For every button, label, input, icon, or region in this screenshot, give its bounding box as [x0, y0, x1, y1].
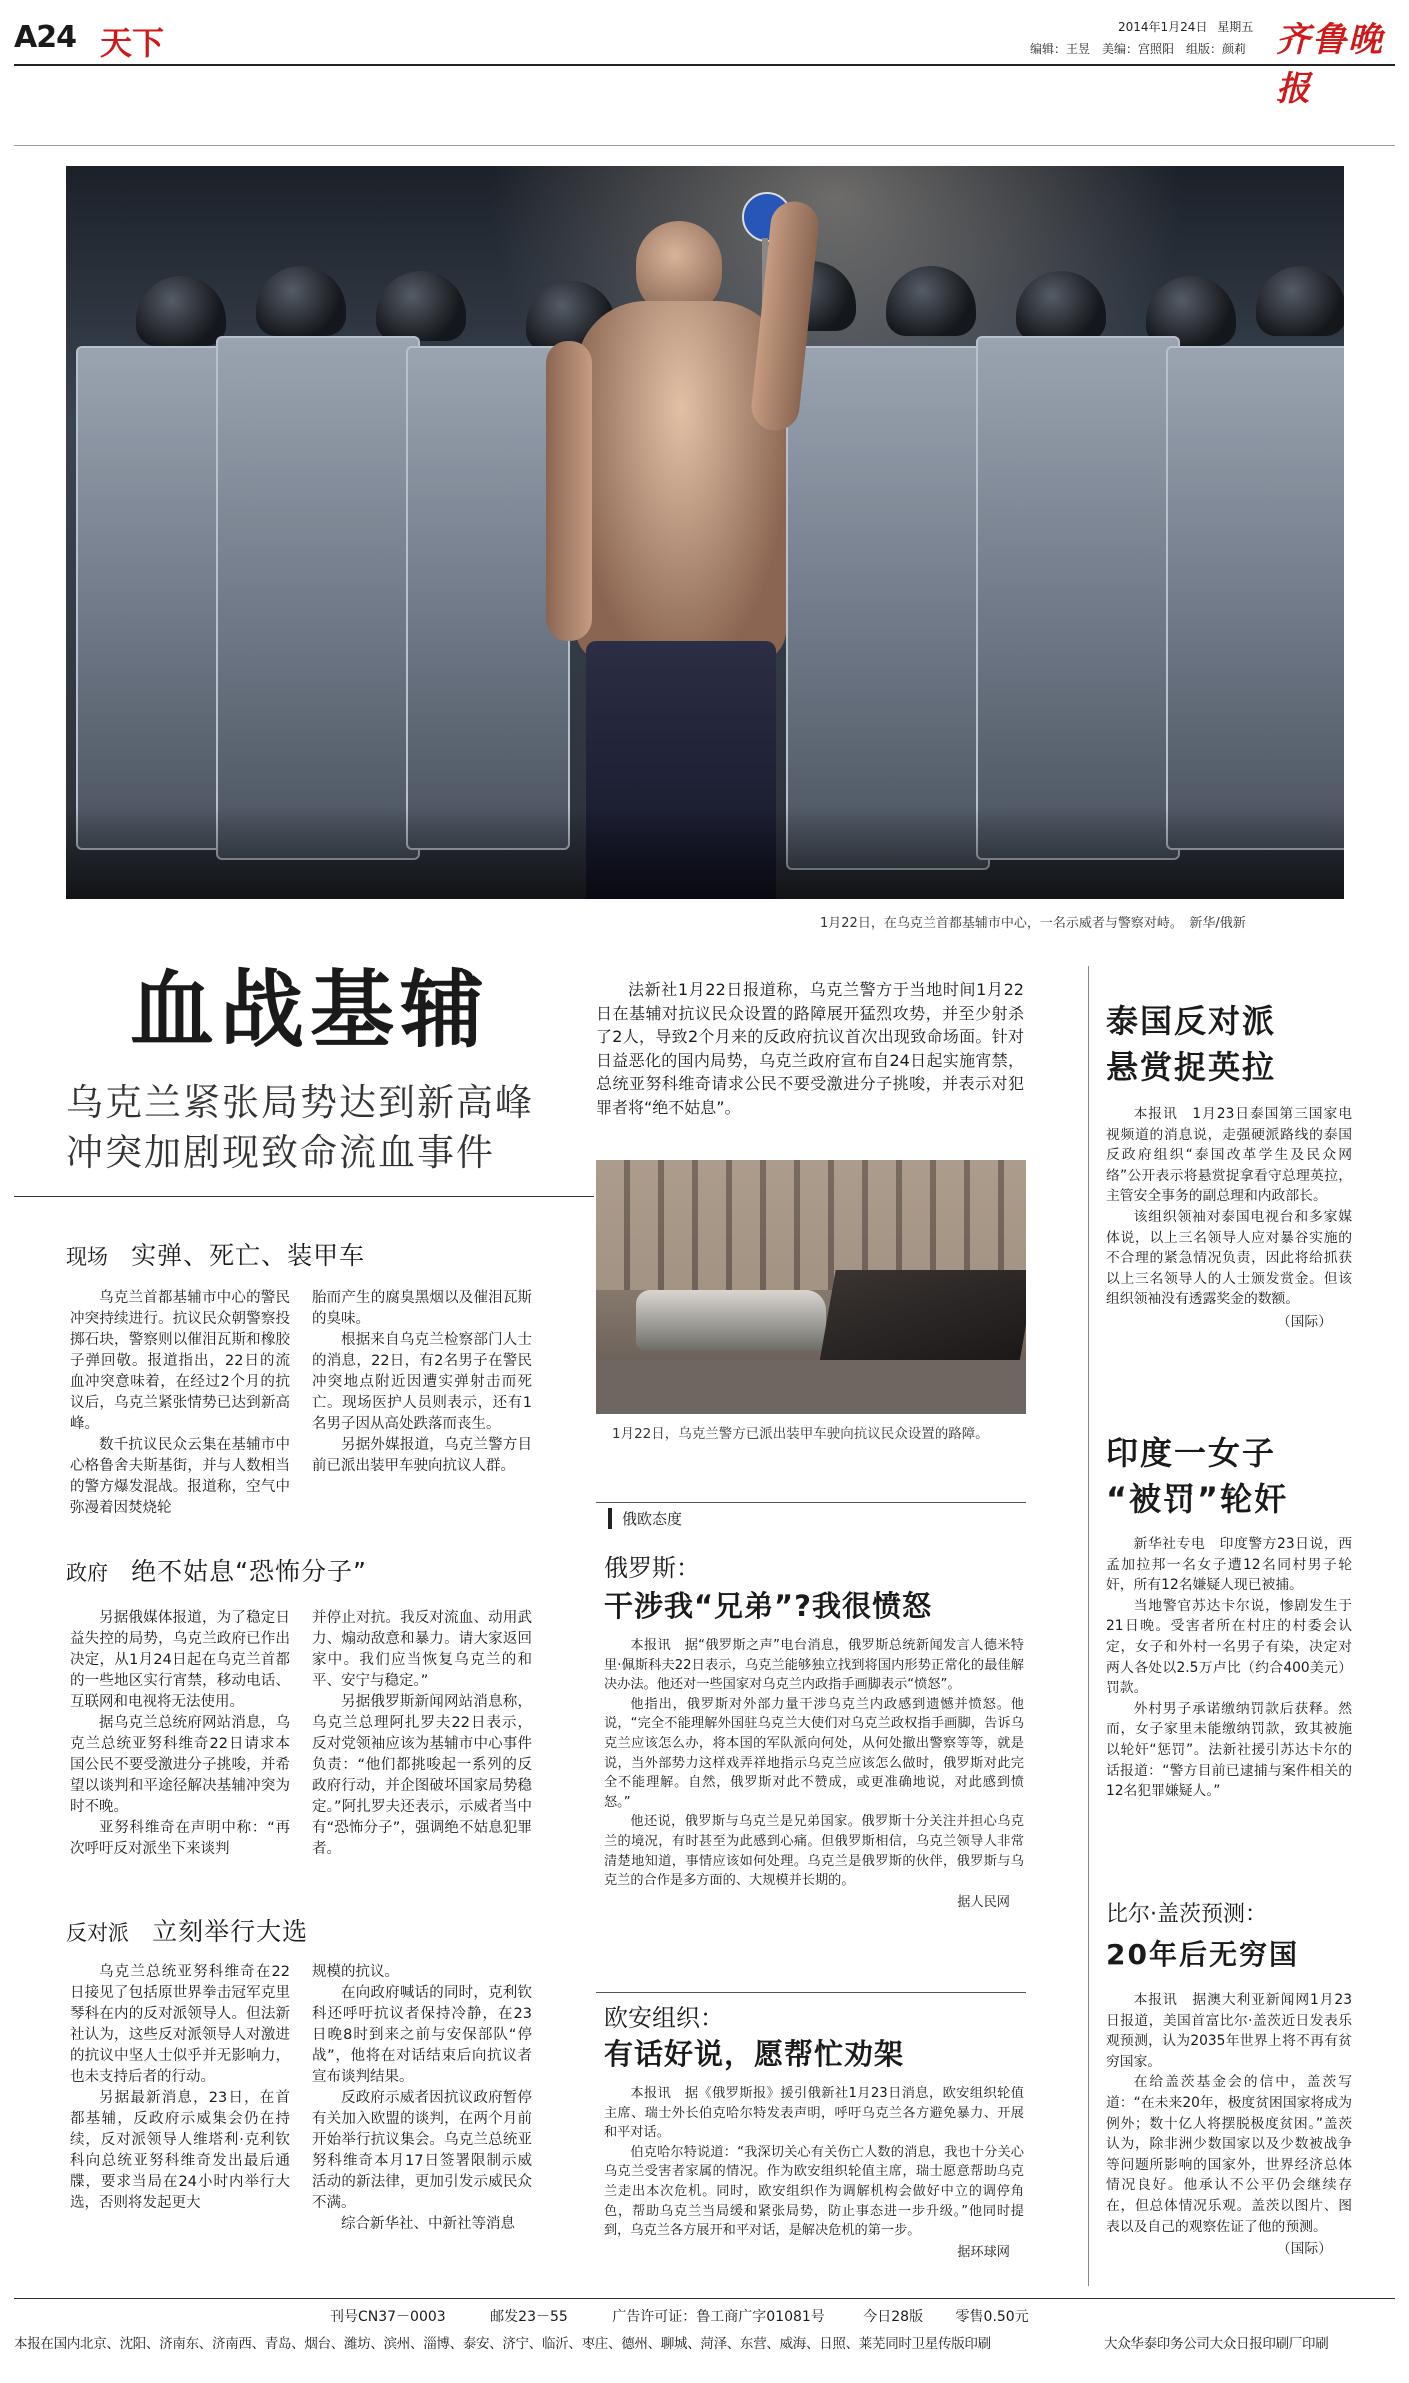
paragraph: 伯克哈尔特说道：“我深切关心有关伤亡人数的消息，我也十分关心乌克兰受害者家属的情况。作为欧安组织轮值主席，瑞士愿意帮助乌克兰走出本次危机。同时，欧安组织作为调解机构会做好中立的调停角色，帮助乌克兰当局缓和紧张局势，防止事态进一步升级。”他同时提到，乌克兰各方展开和平对话，是解决危机的第一步。 — [604, 2144, 1024, 2239]
sidebar-story-india — [1106, 1430, 1352, 1802]
paragraph: 规模的抗议。 — [312, 1964, 399, 1980]
ground — [596, 1360, 1026, 1414]
credits: 编辑：王昱 美编：宫照阳 组版：颜莉 — [1030, 42, 1247, 56]
paragraph: 数千抗议民众云集在基辅市中心格鲁舍夫斯基街，并与人数相当的警方爆发混战。报道称，空气中弥漫着因焚烧轮 — [70, 1437, 290, 1516]
riot-shield — [216, 336, 420, 860]
section-label: 现场 — [66, 1245, 108, 1269]
paragraph: 本报讯 1月23日泰国第三国家电视频道的消息说，走强硬派路线的泰国反政府组织“泰国改革学生及民众网络”公开表示将悬赏捉拿看守总理英拉，主管安全事务的副总理和内政部长。 — [1106, 1106, 1352, 1205]
paragraph: 新华社专电 印度警方23日说，西孟加拉邦一名女子遭12名同村男子轮奸，所有12名嫌疑人现已被捕。 — [1106, 1536, 1352, 1594]
paragraph: 乌克兰总统亚努科维奇在22日接见了包括原世界拳击冠军克里琴科在内的反对派领导人。但法新社认为，这些反对派领导人对激进的抗议中坚人士似乎并无影响力，也未支持后者的行动。 — [70, 1964, 290, 2085]
paragraph: 据乌克兰总统府网站消息，乌克兰总统亚努科维奇22日请求本国公民不要受激进分子挑唆，并希望以谈判和平途径解决基辅冲突为时不晚。 — [70, 1715, 290, 1815]
section-scene-col1 — [70, 1288, 290, 1519]
lead-paragraph — [596, 978, 1024, 1119]
footer-meta — [330, 2306, 1029, 2326]
lower-arm — [546, 341, 592, 641]
helmet — [256, 266, 346, 336]
section-title: 立刻举行大选 — [152, 1917, 309, 1946]
paragraph: 亚努科维奇在声明中称：“再次呼吁反对派坐下来谈判 — [70, 1820, 290, 1857]
sidebar-story-gates — [1106, 1898, 1352, 2257]
price: 零售0.50元 — [955, 2309, 1029, 2325]
section-government-header — [66, 1552, 367, 1588]
section-opposition-col2 — [312, 1962, 532, 2235]
headline-subtitle-1: 乌克兰紧张局势达到新高峰 — [66, 1081, 534, 1124]
issue-date — [1118, 18, 1253, 35]
paragraph: 他指出，俄罗斯对外部力量干涉乌克兰内政感到遗憾并愤怒。他说，“完全不能理解外国驻乌克兰大使们对乌克兰政权指手画脚，告诉乌克兰应该怎么办，将本国的军队派向何处，从何处撤出警察等等，就是说，当外部势力这样戏弄祥地指示乌克兰应该怎么做时，俄罗斯对此完全不能理解。自然，俄罗斯对此不赞成，或更准确地说，对此感到愤怒。” — [604, 1696, 1024, 1810]
story-title: 泰国反对派 — [1106, 1002, 1277, 1040]
paragraph: 另据最新消息，23日，在首都基辅，反政府示威集会仍在持续，反对派领导人维塔利·克利钦科向总统亚努科维奇发出最后通牒，要求当局在24小时内举行大选，否则将发起更大 — [70, 2090, 290, 2211]
story-title: 悬赏捉英拉 — [1106, 1048, 1277, 1086]
paragraph: 另据俄罗斯新闻网站消息称，乌克兰总理阿扎罗夫22日表示，反对党领袖应该为基辅市中心事件负责：“他们都挑唆起一系列的反政府行动，并企图破坏国家局势稳定。”阿扎罗夫还表示，示威者当中有“恐怖分子”，强调绝不姑息犯罪者。 — [312, 1694, 532, 1857]
header-rule-thin — [14, 145, 1395, 146]
section-label: 政府 — [66, 1561, 108, 1585]
paragraph: 他还说，俄罗斯与乌克兰是兄弟国家。俄罗斯十分关注并担心乌克兰的境况，有时甚至为此感到心痛。但俄罗斯相信，乌克兰领导人非常清楚地知道，事情应该如何处理。乌克兰是俄罗斯的伙伴，俄罗斯与乌克兰的合作是多方面的、大规模并长期的。 — [604, 1814, 1024, 1889]
raised-arm — [749, 199, 821, 433]
source-credit: （国际） — [1276, 1313, 1332, 1330]
section-opposition-header — [66, 1912, 308, 1948]
apc-photo — [596, 1160, 1026, 1414]
issue-number: 刊号CN37－0003 — [330, 2309, 446, 2325]
lead-text: 法新社1月22日报道称，乌克兰警方于当地时间1月22日在基辅对抗议民众设置的路障展开猛烈攻势，并至少射杀了2人，导致2个月来的反政府抗议首次出现致命场面。针对日益恶化的国内局势，乌克兰政府宣布自24日起实施宵禁，总统亚努科维奇请求公民不要受激进分子挑唆，并表示对犯罪者将“绝不姑息”。 — [596, 980, 1024, 1117]
paragraph: 当地警官苏达卡尔说，惨剧发生于21日晚。受害者所在村庄的村委会认定，女子和外村一名男子有染，决定对两人各处以2.5万卢比（约合400美元）罚款。 — [1106, 1597, 1352, 1697]
paragraph: 乌克兰首都基辅市中心的警民冲突持续进行。抗议民众朝警察投掷石块，警察则以催泪瓦斯和橡胶子弹回敬。报道指出，22日的流血冲突意味着，在经过2个月的抗议后，乌克兰紧张情势已达到新高峰。 — [70, 1290, 290, 1432]
protester-figure — [536, 221, 836, 899]
section-title: 绝不姑息“恐怖分子” — [131, 1557, 367, 1586]
date-text: 2014年1月24日 — [1118, 20, 1208, 34]
russia-body — [604, 1636, 1024, 1910]
headline-title: 血战基辅 — [130, 961, 491, 1059]
paragraph: 在给盖茨基金会的信中，盖茨写道：“在未来20年，极度贫困国家将成为例外；数十亿人将摆脱极度贫困。”盖茨认为，除非洲少数国家以及少数被战争等问题所影响的国家外，世界经济总体情况良好。他承认不公平仍会继续存在，但总体情况乐观。盖茨以图片、图表以及自己的观察佐证了他的预测。 — [1106, 2074, 1352, 2235]
russia-box-tag: 俄欧态度 — [608, 1508, 692, 1529]
page-count: 今日28版 — [863, 2309, 924, 2325]
sidebar-story-thailand — [1106, 998, 1352, 1330]
postal-code: 邮发23－55 — [490, 2309, 568, 2325]
section-government-col1 — [70, 1608, 290, 1860]
source-credit: （国际） — [1276, 2241, 1332, 2258]
russia-title: 干涉我“兄弟”?我很愤怒 — [604, 1589, 932, 1623]
helmet — [1256, 266, 1344, 336]
source-credit: 据人民网 — [957, 1894, 1010, 1910]
paragraph: 本报讯 据澳大利亚新闻网1月23日报道，美国首富比尔·盖茨近日发表乐观预测，认为2035年世界上将不再有贫穷国家。 — [1106, 1992, 1352, 2070]
headline-subtitle-2: 冲突加剧现致命流血事件 — [66, 1131, 495, 1174]
section-label: 反对派 — [66, 1921, 129, 1945]
paragraph: 另据外媒报道，乌克兰警方目前已派出装甲车驶向抗议人群。 — [312, 1437, 532, 1474]
paragraph: 本报讯 据“俄罗斯之声”电台消息，俄罗斯总统新闻发言人德米特里·佩斯科夫22日表示，乌克兰能够独立找到将国内形势正常化的最佳解决办法。他还对一些国家对乌克兰内政指手画脚表示“愤怒”。 — [604, 1638, 1024, 1693]
ad-license: 广告许可证：鲁工商广字01081号 — [612, 2309, 825, 2325]
main-photo-caption: 1月22日，在乌克兰首都基辅市中心，一名示威者与警察对峙。 新华/俄新 — [820, 916, 1246, 931]
russia-box-rule — [596, 1502, 1026, 1503]
header-rule — [14, 64, 1395, 66]
ground-shadow — [66, 806, 1344, 899]
riot-shield — [976, 336, 1180, 860]
section-opposition-col1 — [70, 1962, 290, 2214]
story-title: “被罚”轮奸 — [1106, 1480, 1289, 1518]
page-number: A24 — [14, 20, 76, 55]
riot-shield — [76, 346, 230, 850]
section-title: 实弹、死亡、装甲车 — [131, 1241, 366, 1270]
section-government-col2 — [312, 1608, 532, 1860]
footer-rule — [14, 2298, 1395, 2299]
printer: 大众华泰印务公司大众日报印刷厂印刷 — [1104, 2336, 1329, 2352]
paragraph: 在向政府喊话的同时，克利钦科还呼吁抗议者保持冷静，在23日晚8时到来之前与安保部队“停战”，他将在对话结束后向抗议者宣布谈判结果。 — [312, 1985, 532, 2085]
paragraph: 反政府示威者因抗议政府暂停有关加入欧盟的谈判，在两个月前开始举行抗议集会。乌克兰总统亚努科维奇本月17日签署限制示威活动的新法律，更加引发示威民众不满。 — [312, 2090, 532, 2211]
paragraph: 该组织领袖对泰国电视台和多家媒体说，以上三名领导人应对暴谷实施的不合理的紧急情况负责，因此将给抓获以上三名领导人的人士颁发赏金。但该组织领袖没有透露奖金的数额。 — [1106, 1208, 1352, 1308]
story-title: 20年后无穷国 — [1106, 1938, 1299, 1971]
paragraph: 胎而产生的腐臭黑烟以及催泪瓦斯的臭味。 — [312, 1290, 532, 1327]
torso — [576, 301, 786, 661]
helmet — [376, 271, 466, 341]
headline-rule — [14, 1196, 594, 1197]
section-name: 天下 — [100, 24, 165, 62]
russia-kicker: 俄罗斯： — [604, 1554, 700, 1582]
sidebar-divider — [1088, 966, 1089, 2286]
paragraph: 外村男子承诺缴纳罚款后获释。然而，女子家里未能缴纳罚款，致其被施以轮奸“惩罚”。法新社援引苏达卡尔的话报道：“警方目前已逮捕与案件相关的12名犯罪嫌疑人。” — [1106, 1700, 1352, 1800]
weekday-text: 星期五 — [1217, 20, 1254, 34]
paragraph: 另据俄媒体报道，为了稳定日益失控的局势，乌克兰政府已作出决定，从1月24日起在乌克兰首都的一些地区实行宵禁，移动电话、互联网和电视将无法使用。 — [70, 1610, 290, 1710]
story-kicker: 比尔·盖茨预测： — [1106, 1902, 1267, 1927]
print-cities: 本报在国内北京、沈阳、济南东、济南西、青岛、烟台、潍坊、滨州、淄博、泰安、济宁、临沂、枣庄、德州、聊城、菏泽、东营、威海、日照、莱芜同时卫星传版印刷 — [14, 2336, 991, 2352]
eu-body — [604, 2084, 1024, 2260]
section-scene-header — [66, 1236, 365, 1272]
paragraph: 本报讯 据《俄罗斯报》援引俄新社1月23日消息，欧安组织轮值主席、瑞士外长伯克哈尔特发表声明，呼吁乌克兰各方避免暴力、开展和平对话。 — [604, 2086, 1024, 2141]
apc-photo-caption: 1月22日，乌克兰警方已派出装甲车驶向抗议民众设置的路障。 — [612, 1426, 989, 1442]
paragraph: 根据来自乌克兰检察部门人士的消息，22日，有2名男子在警民冲突地点附近因遭实弹射击而死亡。现场医护人员则表示，还有1名男子因从高处跌落而丧生。 — [312, 1332, 532, 1432]
main-photo — [66, 166, 1344, 899]
newspaper-logo: 齐鲁晚报 — [1276, 20, 1384, 109]
section-scene-col2 — [312, 1288, 532, 1477]
source-credit: 综合新华社、中新社等消息 — [341, 2216, 515, 2232]
story-title: 印度一女子 — [1106, 1434, 1277, 1472]
helmet — [136, 276, 226, 346]
eu-box-rule — [596, 1992, 1026, 1993]
eu-title: 有话好说，愿帮忙劝架 — [604, 2037, 905, 2071]
apc-vehicle — [636, 1290, 826, 1350]
riot-shield — [1166, 346, 1344, 850]
source-credit: 据环球网 — [957, 2244, 1010, 2260]
eu-kicker: 欧安组织： — [604, 2004, 724, 2032]
paragraph: 并停止对抗。我反对流血、动用武力、煽动敌意和暴力。请大家返回家中。我们应当恢复乌克兰的和平、安宁与稳定。” — [312, 1610, 532, 1689]
